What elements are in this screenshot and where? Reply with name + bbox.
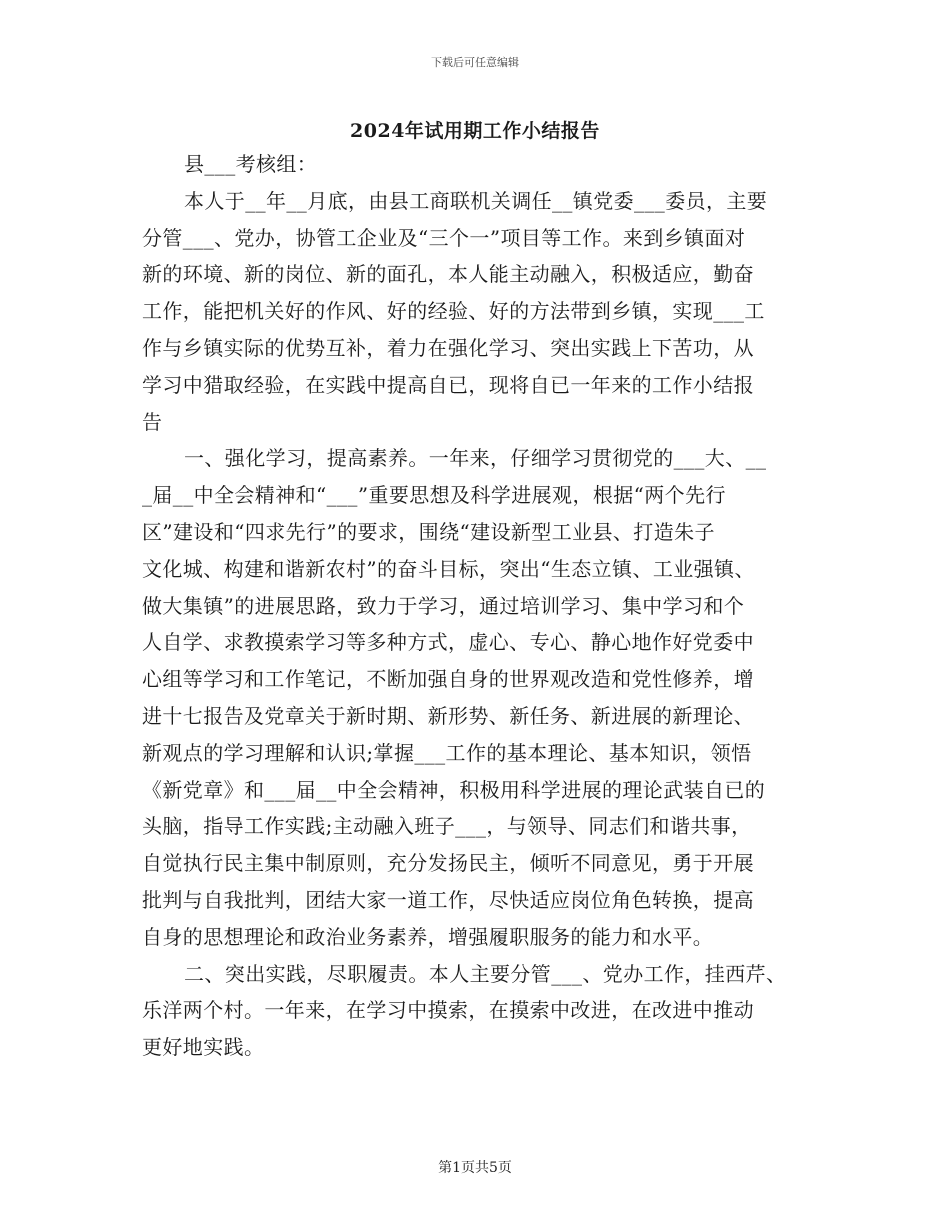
salutation-line: 县___考核组： (184, 152, 318, 176)
paragraph-line: 做大集镇”的进展思路，致力于学习，通过培训学习、集中学习和个 (142, 593, 745, 618)
paragraph-line: 心组等学习和工作笔记，不断加强自身的世界观改造和党性修养，增 (142, 667, 754, 692)
paragraph-line: 本人于__年__月底，由县工商联机关调任__镇党委___委员，主要 (184, 188, 768, 213)
paragraph-line: 学习中猎取经验，在实践中提高自已，现将自已一年来的工作小结报 (142, 372, 754, 397)
paragraph-line: 批判与自我批判，团结大家一道工作，尽快适应岗位角色转换，提高 (142, 887, 754, 912)
document-body (142, 146, 832, 1066)
paragraph-line: 分管___、党办，协管工企业及“三个一”项目等工作。来到乡镇面对 (142, 225, 746, 250)
paragraph-line: 告 (142, 409, 163, 434)
paragraph-line: 乐洋两个村。一年来，在学习中摸索，在摸索中改进，在改进中推动 (142, 998, 754, 1023)
paragraph-line: 头脑，指导工作实践;主动融入班子___，与领导、同志们和谐共事， (142, 814, 752, 839)
paragraph-line: _届__中全会精神和“___”重要思想及科学进展观，根据“两个先行 (142, 483, 726, 508)
paragraph-line: 人自学、求教摸索学习等多种方式，虚心、专心、静心地作好党委中 (142, 630, 754, 655)
paragraph-line: 更好地实践。 (142, 1035, 265, 1060)
paragraph-line: 新的环境、新的岗位、新的面孔，本人能主动融入，积极适应，勤奋 (142, 262, 754, 287)
paragraph-line: 《新党章》和___届__中全会精神，积极用科学进展的理论武装自已的 (142, 777, 766, 802)
paragraph-line: 区”建设和“四求先行”的要求，围绕“建设新型工业县、打造朱子 (142, 519, 715, 544)
document-title: 2024年试用期工作小结报告 (350, 120, 600, 142)
paragraph-line: 文化城、构建和谐新农村”的奋斗目标，突出“生态立镇、工业强镇、 (142, 556, 755, 581)
paragraph-line: 作与乡镇实际的优势互补，着力在强化学习、突出实践上下苦功，从 (142, 335, 754, 360)
paragraph-line: 新观点的学习理解和认识;掌握___工作的基本理论、基本知识，领悟 (142, 740, 752, 765)
paragraph-line: 进十七报告及党章关于新时期、新形势、新任务、新进展的新理论、 (142, 703, 754, 728)
header-note: 下载后可任意编辑 (431, 56, 519, 69)
paragraph-line: 二、突出实践，尽职履责。本人主要分管___、党办工作，挂西芹、 (184, 961, 787, 986)
paragraph-line: 自觉执行民主集中制原则，充分发扬民主，倾听不同意见，勇于开展 (142, 851, 754, 876)
paragraph-line: 自身的思想理论和政治业务素养，增强履职服务的能力和水平。 (142, 924, 714, 949)
paragraph-line: 一、强化学习，提高素养。一年来，仔细学习贯彻党的___大、__ (184, 446, 767, 471)
page-number: 第1页共5页 (438, 1160, 512, 1176)
paragraph-line: 工作，能把机关好的作风、好的经验、好的方法带到乡镇，实现___工 (142, 299, 765, 324)
